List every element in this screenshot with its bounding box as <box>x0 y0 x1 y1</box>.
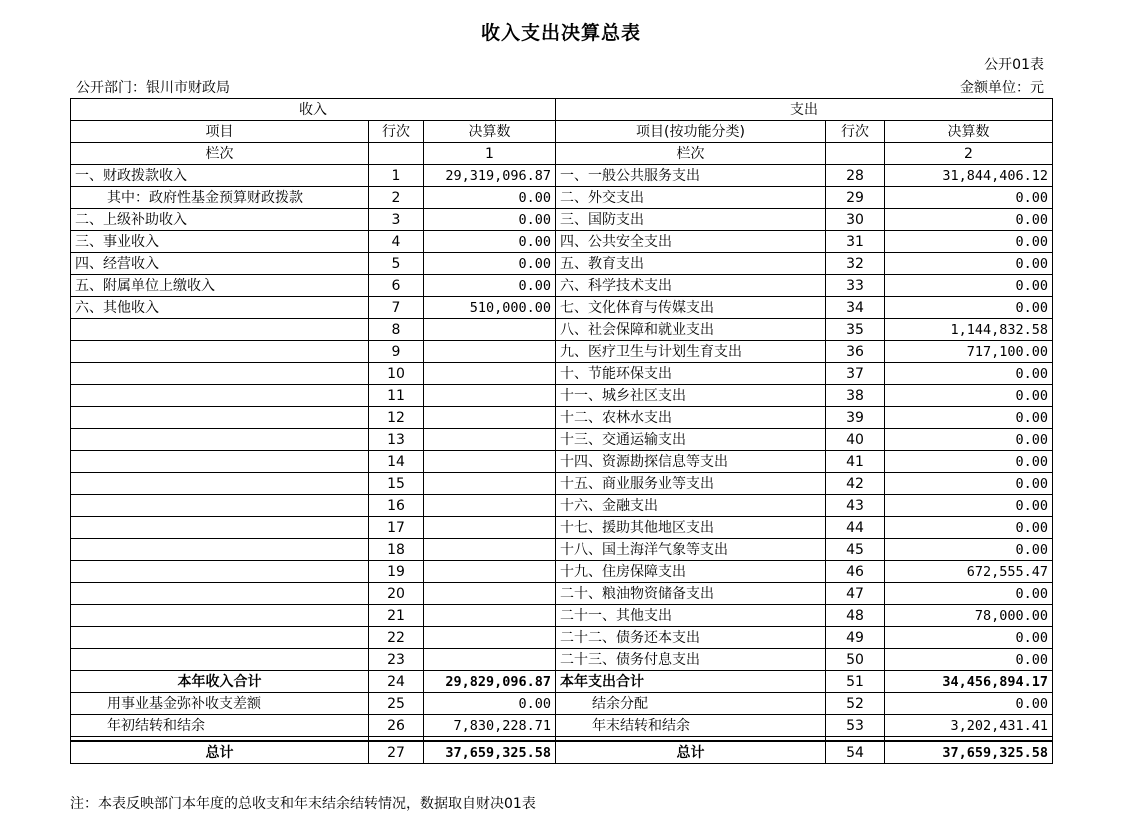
col-header-amount: 决算数 <box>424 121 556 143</box>
income-item: 本年收入合计 <box>71 671 369 693</box>
expense-row-no: 32 <box>826 253 885 275</box>
expense-item: 四、公共安全支出 <box>556 231 826 253</box>
income-amount: 0.00 <box>424 187 556 209</box>
expense-item: 十四、资源勘探信息等支出 <box>556 451 826 473</box>
expense-item: 二十、粮油物资储备支出 <box>556 583 826 605</box>
expense-item: 二、外交支出 <box>556 187 826 209</box>
table-row <box>71 187 1053 209</box>
table-row <box>71 231 1053 253</box>
income-row-no: 5 <box>369 253 424 275</box>
expense-amount: 0.00 <box>885 297 1053 319</box>
income-item <box>71 605 369 627</box>
income-section-header: 收入 <box>71 99 556 121</box>
table-row <box>71 429 1053 451</box>
expense-amount: 0.00 <box>885 363 1053 385</box>
income-item <box>71 429 369 451</box>
income-amount <box>424 539 556 561</box>
income-item <box>71 583 369 605</box>
income-item: 其中：政府性基金预算财政拨款 <box>71 187 369 209</box>
expense-item: 年末结转和结余 <box>556 715 826 737</box>
income-item <box>71 451 369 473</box>
table-row <box>71 539 1053 561</box>
income-amount: 510,000.00 <box>424 297 556 319</box>
expense-amount: 0.00 <box>885 253 1053 275</box>
income-amount <box>424 319 556 341</box>
expense-row-no: 51 <box>826 671 885 693</box>
income-item <box>71 495 369 517</box>
expense-item: 十七、援助其他地区支出 <box>556 517 826 539</box>
income-row-no: 8 <box>369 319 424 341</box>
expense-row-no: 41 <box>826 451 885 473</box>
expense-section-header: 支出 <box>556 99 1053 121</box>
income-amount <box>424 407 556 429</box>
empty-cell <box>369 143 424 165</box>
expense-item: 七、文化体育与传媒支出 <box>556 297 826 319</box>
income-item: 五、附属单位上缴收入 <box>71 275 369 297</box>
income-amount: 29,829,096.87 <box>424 671 556 693</box>
expense-row-no: 29 <box>826 187 885 209</box>
unit-label: 金额单位：元 <box>960 80 1044 96</box>
income-item <box>71 319 369 341</box>
income-amount <box>424 583 556 605</box>
income-amount <box>424 605 556 627</box>
income-amount <box>424 627 556 649</box>
income-item <box>71 627 369 649</box>
income-amount: 0.00 <box>424 693 556 715</box>
expense-row-no: 34 <box>826 297 885 319</box>
expense-row-no: 46 <box>826 561 885 583</box>
expense-amount: 0.00 <box>885 209 1053 231</box>
expense-item: 十六、金融支出 <box>556 495 826 517</box>
expense-amount: 0.00 <box>885 693 1053 715</box>
table-row <box>71 649 1053 671</box>
header-row-sections <box>71 99 1053 121</box>
income-expense-table <box>70 98 1053 764</box>
income-row-no: 4 <box>369 231 424 253</box>
income-row-no: 26 <box>369 715 424 737</box>
income-amount <box>424 495 556 517</box>
income-item: 一、财政拨款收入 <box>71 165 369 187</box>
income-amount <box>424 341 556 363</box>
expense-item: 二十三、债务付息支出 <box>556 649 826 671</box>
col-header-item-func: 项目(按功能分类) <box>556 121 826 143</box>
expense-amount: 0.00 <box>885 407 1053 429</box>
expense-amount: 34,456,894.17 <box>885 671 1053 693</box>
income-item <box>71 473 369 495</box>
table-row <box>71 517 1053 539</box>
expense-amount: 37,659,325.58 <box>885 741 1053 764</box>
table-row <box>71 297 1053 319</box>
table-row <box>71 473 1053 495</box>
total-row <box>71 741 1053 764</box>
income-amount: 37,659,325.58 <box>424 741 556 764</box>
income-item: 二、上级补助收入 <box>71 209 369 231</box>
expense-amount: 672,555.47 <box>885 561 1053 583</box>
expense-amount: 0.00 <box>885 649 1053 671</box>
expense-row-no: 44 <box>826 517 885 539</box>
income-item <box>71 649 369 671</box>
col-header-row-no: 行次 <box>369 121 424 143</box>
expense-row-no: 48 <box>826 605 885 627</box>
income-amount <box>424 451 556 473</box>
expense-item: 结余分配 <box>556 693 826 715</box>
table-row <box>71 165 1053 187</box>
expense-amount: 0.00 <box>885 275 1053 297</box>
expense-row-no: 47 <box>826 583 885 605</box>
income-row-no: 12 <box>369 407 424 429</box>
income-amount <box>424 363 556 385</box>
expense-amount: 0.00 <box>885 187 1053 209</box>
income-row-no: 27 <box>369 741 424 764</box>
income-item <box>71 407 369 429</box>
income-item: 用事业基金弥补收支差额 <box>71 693 369 715</box>
income-item: 四、经营收入 <box>71 253 369 275</box>
expense-row-no: 49 <box>826 627 885 649</box>
income-row-no: 21 <box>369 605 424 627</box>
table-row <box>71 363 1053 385</box>
expense-amount: 1,144,832.58 <box>885 319 1053 341</box>
expense-row-no: 40 <box>826 429 885 451</box>
expense-row-no: 53 <box>826 715 885 737</box>
expense-item: 三、国防支出 <box>556 209 826 231</box>
income-amount <box>424 649 556 671</box>
expense-item: 二十一、其他支出 <box>556 605 826 627</box>
column-index-1: 1 <box>424 143 556 165</box>
department-label: 公开部门：银川市财政局 <box>76 80 230 96</box>
col-header-item: 项目 <box>71 121 369 143</box>
expense-item: 六、科学技术支出 <box>556 275 826 297</box>
income-row-no: 7 <box>369 297 424 319</box>
income-amount <box>424 473 556 495</box>
expense-item: 十五、商业服务业等支出 <box>556 473 826 495</box>
expense-row-no: 39 <box>826 407 885 429</box>
income-row-no: 14 <box>369 451 424 473</box>
expense-item: 五、教育支出 <box>556 253 826 275</box>
income-amount: 0.00 <box>424 253 556 275</box>
income-amount <box>424 385 556 407</box>
income-item: 年初结转和结余 <box>71 715 369 737</box>
col-header-amount: 决算数 <box>885 121 1053 143</box>
table-row <box>71 407 1053 429</box>
expense-amount: 0.00 <box>885 627 1053 649</box>
expense-row-no: 31 <box>826 231 885 253</box>
expense-item: 十、节能环保支出 <box>556 363 826 385</box>
income-amount <box>424 517 556 539</box>
income-row-no: 6 <box>369 275 424 297</box>
expense-amount: 0.00 <box>885 517 1053 539</box>
expense-row-no: 50 <box>826 649 885 671</box>
expense-row-no: 33 <box>826 275 885 297</box>
income-row-no: 2 <box>369 187 424 209</box>
income-row-no: 19 <box>369 561 424 583</box>
expense-row-no: 43 <box>826 495 885 517</box>
col-header-row-no: 行次 <box>826 121 885 143</box>
expense-row-no: 42 <box>826 473 885 495</box>
page-title: 收入支出决算总表 <box>480 22 641 44</box>
income-item: 六、其他收入 <box>71 297 369 319</box>
expense-item: 十九、住房保障支出 <box>556 561 826 583</box>
expense-item: 二十二、债务还本支出 <box>556 627 826 649</box>
table-row <box>71 561 1053 583</box>
income-row-no: 24 <box>369 671 424 693</box>
expense-item: 十三、交通运输支出 <box>556 429 826 451</box>
expense-item: 本年支出合计 <box>556 671 826 693</box>
income-item: 总计 <box>71 741 369 764</box>
income-amount: 29,319,096.87 <box>424 165 556 187</box>
income-row-no: 15 <box>369 473 424 495</box>
income-row-no: 10 <box>369 363 424 385</box>
table-row <box>71 495 1053 517</box>
header-row-columns <box>71 121 1053 143</box>
income-row-no: 9 <box>369 341 424 363</box>
form-code: 公开01表 <box>984 57 1044 73</box>
table-row <box>71 385 1053 407</box>
expense-row-no: 30 <box>826 209 885 231</box>
expense-item: 十八、国土海洋气象等支出 <box>556 539 826 561</box>
income-row-no: 23 <box>369 649 424 671</box>
expense-amount: 717,100.00 <box>885 341 1053 363</box>
expense-amount: 0.00 <box>885 583 1053 605</box>
income-row-no: 1 <box>369 165 424 187</box>
table-row <box>71 253 1053 275</box>
income-amount: 0.00 <box>424 275 556 297</box>
expense-amount: 0.00 <box>885 495 1053 517</box>
expense-row-no: 45 <box>826 539 885 561</box>
expense-amount: 0.00 <box>885 231 1053 253</box>
income-row-no: 16 <box>369 495 424 517</box>
income-amount: 0.00 <box>424 231 556 253</box>
expense-amount: 0.00 <box>885 451 1053 473</box>
table-row <box>71 605 1053 627</box>
income-row-no: 25 <box>369 693 424 715</box>
expense-amount: 78,000.00 <box>885 605 1053 627</box>
expense-row-no: 35 <box>826 319 885 341</box>
table-row <box>71 583 1053 605</box>
income-amount <box>424 429 556 451</box>
expense-item: 一、一般公共服务支出 <box>556 165 826 187</box>
income-item <box>71 517 369 539</box>
column-index-label: 栏次 <box>556 143 826 165</box>
expense-amount: 0.00 <box>885 473 1053 495</box>
income-item <box>71 561 369 583</box>
expense-item: 十二、农林水支出 <box>556 407 826 429</box>
column-index-label: 栏次 <box>71 143 369 165</box>
header-row-column-index <box>71 143 1053 165</box>
expense-amount: 0.00 <box>885 429 1053 451</box>
expense-row-no: 38 <box>826 385 885 407</box>
expense-item: 总计 <box>556 741 826 764</box>
income-row-no: 22 <box>369 627 424 649</box>
expense-amount: 3,202,431.41 <box>885 715 1053 737</box>
income-row-no: 11 <box>369 385 424 407</box>
table-row <box>71 693 1053 715</box>
income-row-no: 3 <box>369 209 424 231</box>
income-amount: 0.00 <box>424 209 556 231</box>
expense-row-no: 28 <box>826 165 885 187</box>
footnote: 注：本表反映部门本年度的总收支和年末结余结转情况，数据取自财决01表 <box>70 796 536 812</box>
income-item <box>71 385 369 407</box>
subtotal-row <box>71 671 1053 693</box>
expense-item: 九、医疗卫生与计划生育支出 <box>556 341 826 363</box>
income-row-no: 20 <box>369 583 424 605</box>
expense-row-no: 52 <box>826 693 885 715</box>
income-amount <box>424 561 556 583</box>
expense-item: 八、社会保障和就业支出 <box>556 319 826 341</box>
table-row <box>71 209 1053 231</box>
table-row <box>71 715 1053 737</box>
expense-item: 十一、城乡社区支出 <box>556 385 826 407</box>
table-row <box>71 341 1053 363</box>
income-row-no: 17 <box>369 517 424 539</box>
expense-amount: 0.00 <box>885 385 1053 407</box>
income-item: 三、事业收入 <box>71 231 369 253</box>
table-row <box>71 627 1053 649</box>
expense-row-no: 37 <box>826 363 885 385</box>
expense-row-no: 54 <box>826 741 885 764</box>
empty-cell <box>826 143 885 165</box>
income-amount: 7,830,228.71 <box>424 715 556 737</box>
table-row <box>71 451 1053 473</box>
table-row <box>71 319 1053 341</box>
income-item <box>71 539 369 561</box>
income-row-no: 18 <box>369 539 424 561</box>
expense-row-no: 36 <box>826 341 885 363</box>
expense-amount: 0.00 <box>885 539 1053 561</box>
table-row <box>71 275 1053 297</box>
income-item <box>71 341 369 363</box>
expense-amount: 31,844,406.12 <box>885 165 1053 187</box>
income-row-no: 13 <box>369 429 424 451</box>
column-index-2: 2 <box>885 143 1053 165</box>
income-item <box>71 363 369 385</box>
